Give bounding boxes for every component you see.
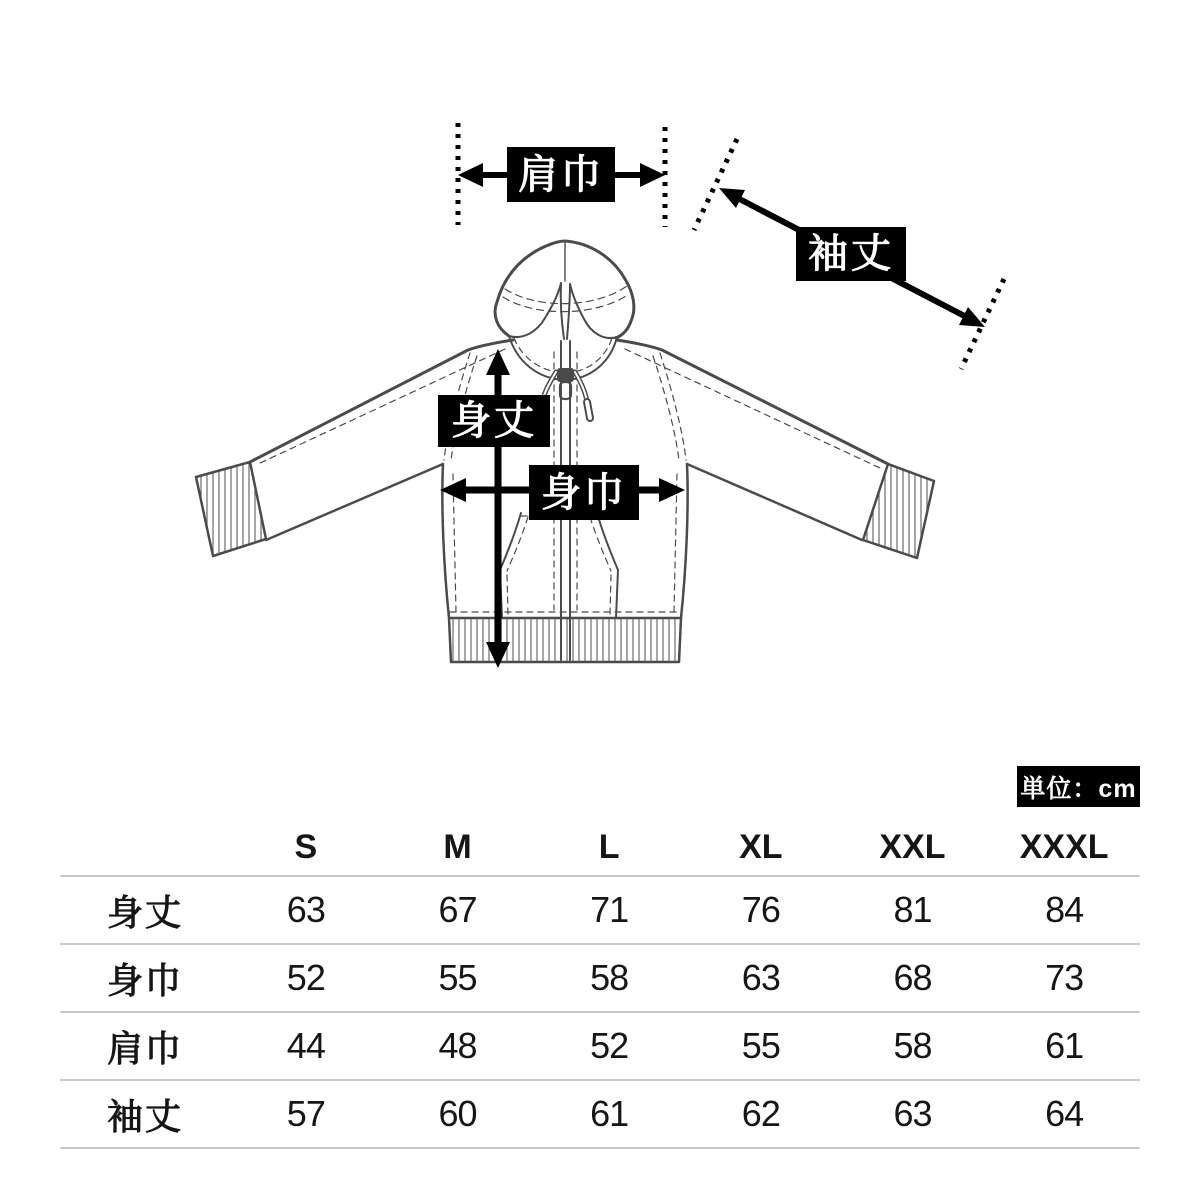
body-width-label: 身巾 [529,465,639,520]
cell-value: 48 [382,1011,534,1079]
column-header-l: L [598,828,620,866]
cell-value: 67 [382,875,534,943]
table-corner-cell [60,820,230,875]
row-label-body-length: 身丈 [60,875,230,943]
cell-value: 63 [685,943,837,1011]
body-length-label: 身丈 [438,395,550,447]
body-width-arrowhead-right [659,478,685,502]
cell-value: 63 [230,875,382,943]
row-label-sleeve-length: 袖丈 [60,1079,230,1149]
cell-value: 52 [230,943,382,1011]
cell-value: 57 [230,1079,382,1149]
column-header-m: M [443,828,472,866]
cell-value: 55 [685,1011,837,1079]
cell-value: 71 [533,875,685,943]
cell-value: 73 [988,943,1140,1011]
cell-value: 64 [988,1079,1140,1149]
cell-value: 61 [533,1079,685,1149]
cell-value: 60 [382,1079,534,1149]
cell-value: 76 [685,875,837,943]
sleeve-length-label: 袖丈 [796,227,906,281]
cell-value: 58 [837,1011,989,1079]
column-header-xxxl: XXXL [1019,828,1109,866]
sleeve-extent-line-top [694,139,737,230]
size-table [60,820,1140,1149]
hoodie-line-art [196,241,934,662]
cell-value: 44 [230,1011,382,1079]
shoulder-arrowhead-left [458,163,483,187]
cell-value: 63 [837,1079,989,1149]
cell-value: 58 [533,943,685,1011]
column-header-s: S [294,828,318,866]
cell-value: 52 [533,1011,685,1079]
cell-value: 81 [837,875,989,943]
shoulder-width-label: 肩巾 [507,147,615,202]
cell-value: 62 [685,1079,837,1149]
row-label-body-width: 身巾 [60,943,230,1011]
column-header-xxl: XXL [879,828,946,866]
shoulder-arrowhead-right [640,163,665,187]
cell-value: 68 [837,943,989,1011]
row-label-shoulder-width: 肩巾 [60,1011,230,1079]
cell-value: 61 [988,1011,1140,1079]
column-header-xl: XL [739,828,783,866]
cell-value: 84 [988,875,1140,943]
body-length-arrowhead-top [486,349,510,375]
cell-value: 55 [382,943,534,1011]
unit-badge: 単位：cm [1017,766,1140,807]
